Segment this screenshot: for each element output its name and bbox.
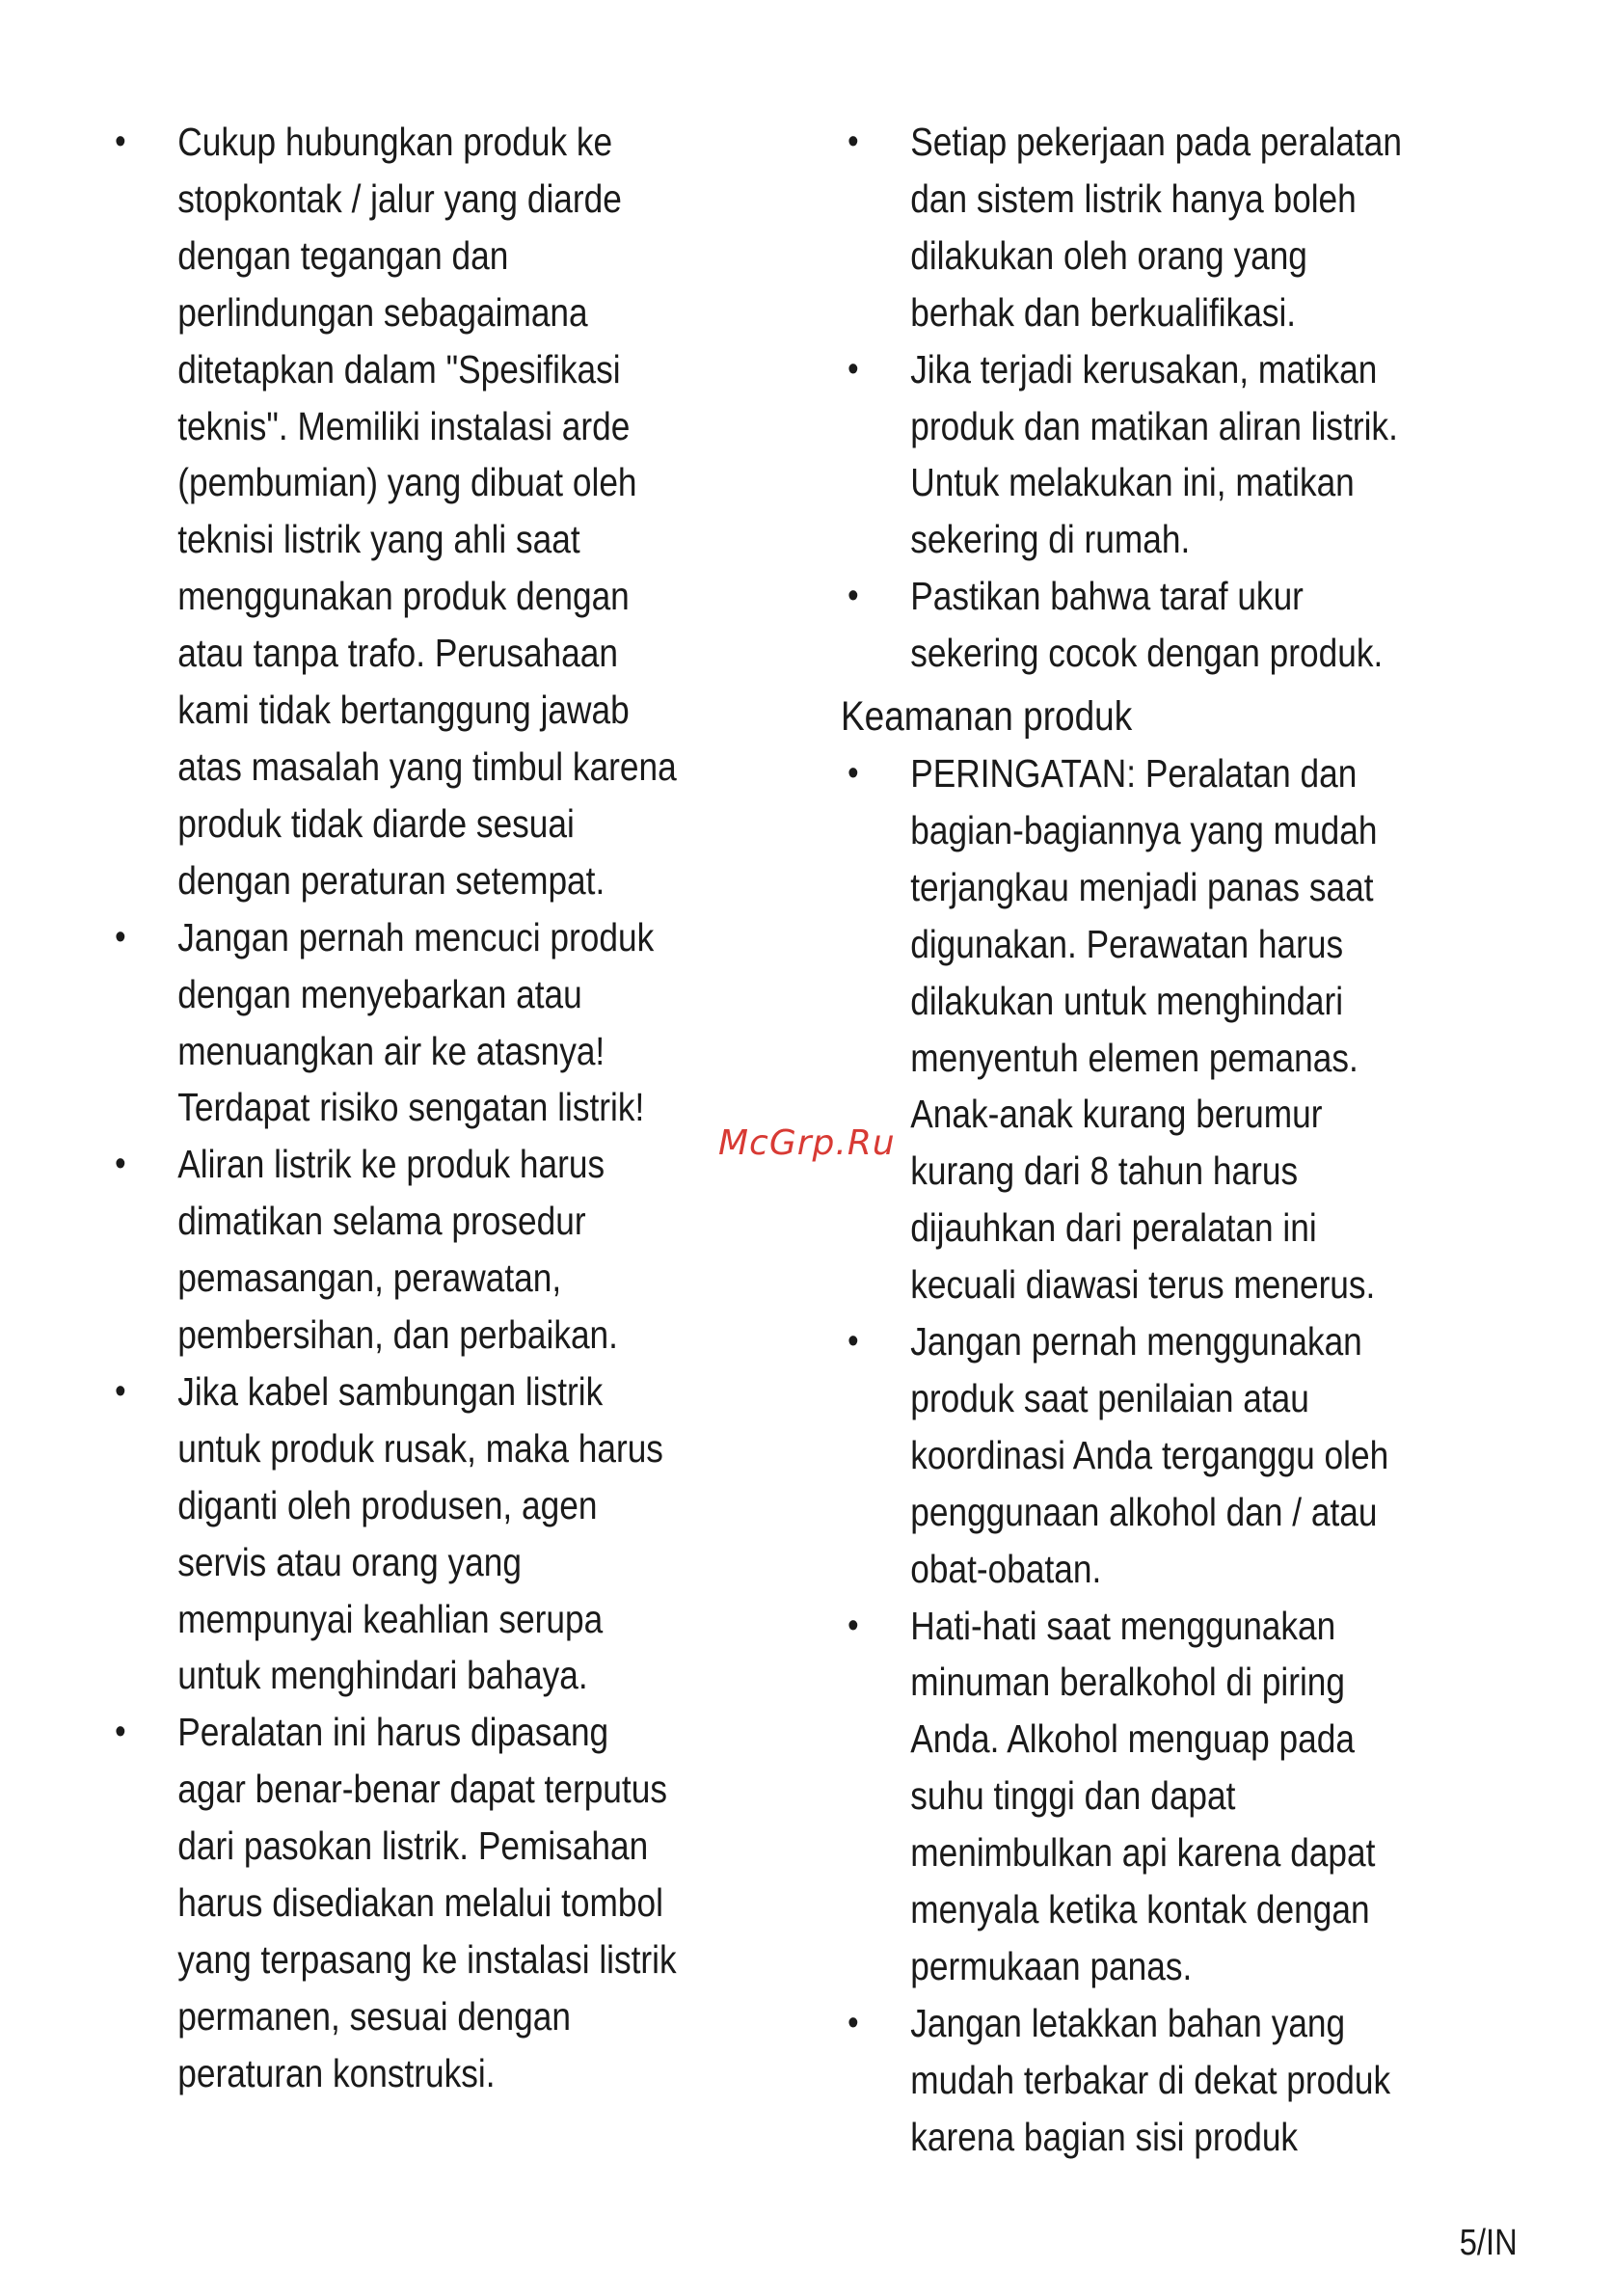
list-item-text: Hati-hati saat menggunakan minuman beralkohol di piring Anda. Alkohol menguap pada suhu tinggi dan dapat menimbulkan api karena dapat menyala ketika kontak dengan permukaan panas. <box>910 1603 1376 1988</box>
bullet-icon: • <box>115 1370 126 1412</box>
list-item <box>108 1364 680 1704</box>
list-item <box>108 909 680 1137</box>
bullet-icon: • <box>847 1605 859 1646</box>
list-item-text: Jika terjadi kerusakan, matikan produk dan matikan aliran listrik. Untuk melakukan ini, matikan sekering di rumah. <box>910 346 1398 562</box>
list-item-text: Aliran listrik ke produk harus dimatikan selama prosedur pemasangan, perawatan, pembersihan, dan perbaikan. <box>177 1142 618 1358</box>
right-bullet-list-top <box>841 114 1412 682</box>
bullet-icon: • <box>847 2002 859 2043</box>
list-item-text: Peralatan ini harus dipasang agar benar-benar dapat terputus dari pasokan listrik. Pemisahan harus disediakan melalui tombol yang terpasang ke instalasi listrik permanen, sesuai dengan peraturan konstruksi. <box>177 1710 677 2095</box>
page-number: 5/IN <box>1460 2223 1518 2263</box>
list-item-text: Pastikan bahwa taraf ukur sekering cocok dengan produk. <box>910 574 1384 676</box>
bullet-icon: • <box>847 348 859 390</box>
left-bullet-list <box>108 114 680 2102</box>
bullet-icon: • <box>115 1712 126 1753</box>
bullet-icon: • <box>115 916 126 958</box>
bullet-icon: • <box>847 122 859 162</box>
right-column <box>841 114 1412 2166</box>
bullet-icon: • <box>847 1321 859 1363</box>
section-heading: Keamanan produk <box>841 693 1133 741</box>
list-item-text: PERINGATAN: Peralatan dan bagian-bagiannya yang mudah terjangkau menjadi panas saat digunakan. Perawatan harus dilakukan untuk menghindari menyentuh elemen pemanas. Anak-anak kurang berumur kurang dari 8 tahun harus dijauhkan dari peralatan ini kecuali diawasi terus menerus. <box>910 750 1378 1308</box>
watermark: McGrp.Ru <box>718 1123 896 1163</box>
right-bullet-list-bottom <box>841 745 1412 2166</box>
list-item <box>841 341 1412 569</box>
bullet-icon: • <box>847 576 859 617</box>
list-item <box>108 1704 680 2101</box>
list-item <box>841 1313 1412 1598</box>
list-item <box>108 114 680 909</box>
list-item <box>841 1598 1412 1995</box>
list-item-text: Jangan pernah menggunakan produk saat penilaian atau koordinasi Anda terganggu oleh penggunaan alkohol dan / atau obat-obatan. <box>910 1319 1389 1591</box>
list-item <box>108 1136 680 1364</box>
list-item-text: Jangan letakkan bahan yang mudah terbakar di dekat produk karena bagian sisi produk <box>910 2000 1391 2159</box>
list-item <box>841 568 1412 682</box>
bullet-icon: • <box>847 752 859 794</box>
bullet-icon: • <box>115 1144 126 1185</box>
list-item-text: Jangan pernah mencuci produk dengan menyebarkan atau menuangkan air ke atasnya! Terdapat risiko sengatan listrik! <box>177 914 655 1130</box>
list-item <box>841 114 1412 341</box>
left-column <box>108 114 680 2102</box>
list-item-text: Setiap pekerjaan pada peralatan dan sistem listrik hanya boleh dilakukan oleh orang yang berhak dan berkualifikasi. <box>910 120 1402 335</box>
list-item-text: Jika kabel sambungan listrik untuk produk rusak, maka harus diganti oleh produsen, agen servis atau orang yang mempunyai keahlian serupa untuk menghindari bahaya. <box>177 1368 663 1698</box>
list-item <box>841 1995 1412 2166</box>
list-item <box>841 745 1412 1313</box>
bullet-icon: • <box>115 122 126 162</box>
list-item-text: Cukup hubungkan produk ke stopkontak / jalur yang diarde dengan tegangan dan perlindungan sebagaimana ditetapkan dalam "Spesifikasi teknis". Memiliki instalasi arde (pembumian) yang dibuat oleh teknisi listrik yang ahli saat menggunakan produk dengan atau tanpa trafo. Perusahaan kami tidak bertanggung jawab atas masalah yang timbul karena produk tidak diarde sesuai dengan peraturan setempat. <box>177 120 677 903</box>
